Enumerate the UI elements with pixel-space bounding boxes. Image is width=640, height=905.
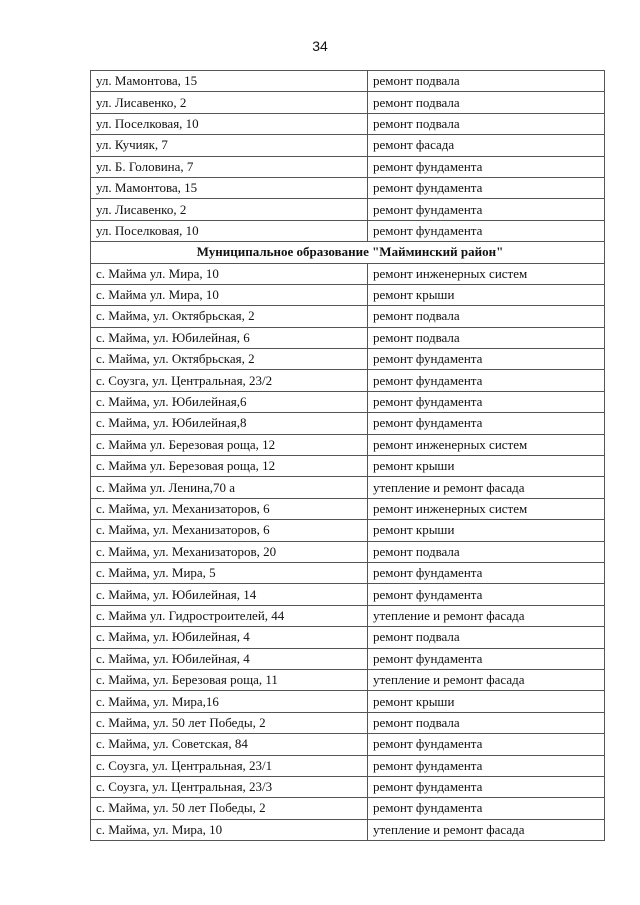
work-type-cell: ремонт подвала xyxy=(368,541,605,562)
address-cell: с. Майма, ул. Мира, 10 xyxy=(91,819,368,840)
table-row xyxy=(91,755,605,776)
table-row xyxy=(91,456,605,477)
work-type-cell: ремонт фасада xyxy=(368,135,605,156)
address-cell: ул. Поселковая, 10 xyxy=(91,113,368,134)
work-type-cell: ремонт крыши xyxy=(368,691,605,712)
table-row xyxy=(91,391,605,412)
address-cell: с. Майма, ул. Механизаторов, 20 xyxy=(91,541,368,562)
table-row xyxy=(91,220,605,241)
address-cell: ул. Кучияк, 7 xyxy=(91,135,368,156)
table-row xyxy=(91,306,605,327)
address-cell: ул. Лисавенко, 2 xyxy=(91,92,368,113)
table-row xyxy=(91,712,605,733)
address-cell: с. Майма, ул. Октябрьская, 2 xyxy=(91,349,368,370)
address-cell: с. Майма, ул. Механизаторов, 6 xyxy=(91,498,368,519)
work-type-cell: ремонт фундамента xyxy=(368,648,605,669)
address-cell: с. Майма, ул. Мира, 5 xyxy=(91,562,368,583)
address-cell: ул. Поселковая, 10 xyxy=(91,220,368,241)
address-cell: с. Майма, ул. Юбилейная,6 xyxy=(91,391,368,412)
work-type-cell: ремонт инженерных систем xyxy=(368,498,605,519)
address-cell: ул. Мамонтова, 15 xyxy=(91,177,368,198)
table-row xyxy=(91,691,605,712)
work-type-cell: ремонт фундамента xyxy=(368,177,605,198)
address-cell: с. Майма, ул. Механизаторов, 6 xyxy=(91,520,368,541)
table-row xyxy=(91,135,605,156)
work-type-cell: утепление и ремонт фасада xyxy=(368,477,605,498)
work-type-cell: ремонт крыши xyxy=(368,520,605,541)
address-cell: с. Майма, ул. Юбилейная, 4 xyxy=(91,627,368,648)
address-cell: с. Майма, ул. Березовая роща, 11 xyxy=(91,669,368,690)
table-row xyxy=(91,199,605,220)
work-type-cell: утепление и ремонт фасада xyxy=(368,819,605,840)
address-cell: с. Соузга, ул. Центральная, 23/2 xyxy=(91,370,368,391)
table-row xyxy=(91,413,605,434)
address-cell: с. Майма, ул. Октябрьская, 2 xyxy=(91,306,368,327)
work-type-cell: ремонт фундамента xyxy=(368,798,605,819)
work-type-cell: ремонт инженерных систем xyxy=(368,434,605,455)
work-type-cell: утепление и ремонт фасада xyxy=(368,605,605,626)
work-type-cell: ремонт фундамента xyxy=(368,199,605,220)
work-type-cell: ремонт подвала xyxy=(368,71,605,92)
work-type-cell: ремонт подвала xyxy=(368,113,605,134)
address-cell: с. Майма, ул. 50 лет Победы, 2 xyxy=(91,798,368,819)
address-cell: с. Майма, ул. Советская, 84 xyxy=(91,734,368,755)
table-row xyxy=(91,284,605,305)
table-row xyxy=(91,113,605,134)
table-row xyxy=(91,798,605,819)
work-type-cell: ремонт фундамента xyxy=(368,584,605,605)
table-row xyxy=(91,669,605,690)
table-row xyxy=(91,177,605,198)
work-type-cell: утепление и ремонт фасада xyxy=(368,669,605,690)
table-row xyxy=(91,263,605,284)
table-row xyxy=(91,327,605,348)
page-number: 34 xyxy=(312,38,328,54)
table-row xyxy=(91,434,605,455)
section-heading-row xyxy=(91,242,605,263)
work-type-cell: ремонт фундамента xyxy=(368,156,605,177)
address-cell: с. Майма ул. Ленина,70 а xyxy=(91,477,368,498)
table-row xyxy=(91,541,605,562)
work-type-cell: ремонт фундамента xyxy=(368,391,605,412)
work-type-cell: ремонт фундамента xyxy=(368,776,605,797)
address-cell: с. Майма ул. Березовая роща, 12 xyxy=(91,456,368,477)
address-cell: с. Майма, ул. Юбилейная,8 xyxy=(91,413,368,434)
table-row xyxy=(91,477,605,498)
table-row xyxy=(91,92,605,113)
address-cell: с. Майма, ул. Юбилейная, 4 xyxy=(91,648,368,669)
work-type-cell: ремонт подвала xyxy=(368,327,605,348)
table-row xyxy=(91,584,605,605)
work-type-cell: ремонт подвала xyxy=(368,92,605,113)
work-type-cell: ремонт инженерных систем xyxy=(368,263,605,284)
work-type-cell: ремонт фундамента xyxy=(368,349,605,370)
work-type-cell: ремонт подвала xyxy=(368,627,605,648)
work-type-cell: ремонт фундамента xyxy=(368,220,605,241)
work-type-cell: ремонт крыши xyxy=(368,284,605,305)
address-cell: с. Майма ул. Мира, 10 xyxy=(91,284,368,305)
address-cell: ул. Лисавенко, 2 xyxy=(91,199,368,220)
address-cell: с. Соузга, ул. Центральная, 23/3 xyxy=(91,776,368,797)
table-row xyxy=(91,562,605,583)
work-type-cell: ремонт фундамента xyxy=(368,562,605,583)
table-row xyxy=(91,370,605,391)
address-cell: с. Майма, ул. 50 лет Победы, 2 xyxy=(91,712,368,733)
address-cell: с. Майма ул. Гидростроителей, 44 xyxy=(91,605,368,626)
section-heading: Муниципальное образование "Майминский район" xyxy=(91,242,605,263)
work-type-cell: ремонт фундамента xyxy=(368,734,605,755)
address-cell: с. Соузга, ул. Центральная, 23/1 xyxy=(91,755,368,776)
work-type-cell: ремонт подвала xyxy=(368,712,605,733)
table-row xyxy=(91,734,605,755)
address-cell: ул. Мамонтова, 15 xyxy=(91,71,368,92)
address-cell: с. Майма, ул. Юбилейная, 6 xyxy=(91,327,368,348)
address-cell: с. Майма, ул. Юбилейная, 14 xyxy=(91,584,368,605)
work-type-cell: ремонт фундамента xyxy=(368,370,605,391)
table-row xyxy=(91,605,605,626)
repair-list-table xyxy=(90,70,605,841)
work-type-cell: ремонт фундамента xyxy=(368,755,605,776)
table-row xyxy=(91,627,605,648)
work-type-cell: ремонт фундамента xyxy=(368,413,605,434)
table-row xyxy=(91,819,605,840)
table-row xyxy=(91,498,605,519)
table-row xyxy=(91,520,605,541)
address-cell: ул. Б. Головина, 7 xyxy=(91,156,368,177)
table-row xyxy=(91,71,605,92)
table-body xyxy=(91,71,605,841)
work-type-cell: ремонт подвала xyxy=(368,306,605,327)
work-type-cell: ремонт крыши xyxy=(368,456,605,477)
address-cell: с. Майма ул. Березовая роща, 12 xyxy=(91,434,368,455)
address-cell: с. Майма, ул. Мира,16 xyxy=(91,691,368,712)
table-row xyxy=(91,648,605,669)
address-cell: с. Майма ул. Мира, 10 xyxy=(91,263,368,284)
table-row xyxy=(91,156,605,177)
table-row xyxy=(91,776,605,797)
table-row xyxy=(91,349,605,370)
